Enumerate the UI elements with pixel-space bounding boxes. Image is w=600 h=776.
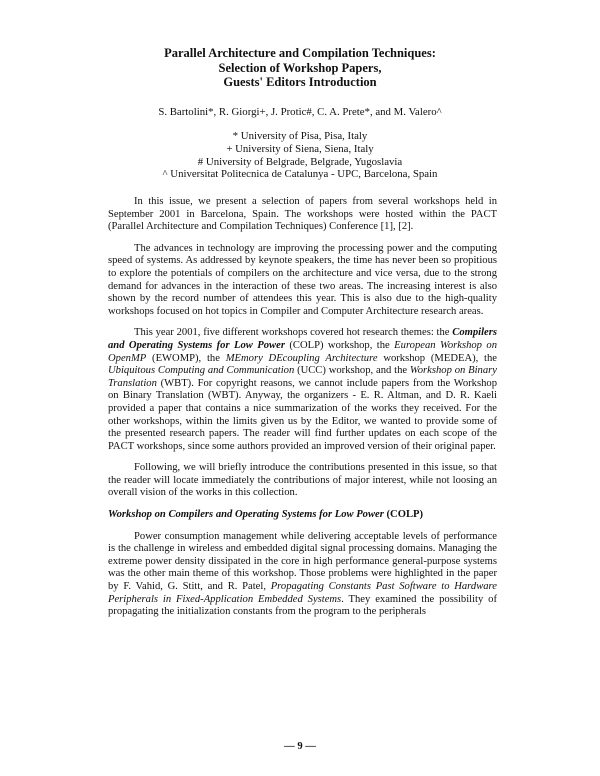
workshop-name-ucc: Ubiquitous Computing and Communication: [108, 365, 295, 377]
paper-title: [0, 46, 600, 90]
paragraph-power: Power consumption management while delivering acceptable levels of performance is the challenge in wireless and embedded digital signal processing domains. Managing the extreme power density dissipated in the core in high performance general-purpose systems was the other main theme of this workshop. Those problems were highlighted in the paper by F. Vahid, G. Stitt, and R. Patel, Propagating Constants Past Software to Hardware Peripherals in Fixed-Application Embedded Systems. They examined the possibility of propagating the initialization constants from the program to the peripherals: [108, 530, 497, 618]
page-number: — 9 —: [284, 741, 316, 752]
title-line-3: Guests' Editors Introduction: [223, 75, 377, 89]
paper-title-reference: Propagating Constants Past Software to Hardware Peripherals in Fixed-Application Embedded Systems: [108, 581, 497, 605]
affiliation-belgrade: # University of Belgrade, Belgrade, Yugoslavia: [197, 155, 403, 168]
workshop-name-ewomp: European Workshop on OpenMP: [108, 339, 497, 364]
section-heading-colp: Workshop on Compilers and Operating Systems for Low Power (COLP): [108, 509, 424, 521]
paragraph-workshops: This year 2001, five different workshops covered hot research themes: the Compilers and Operating Systems for Low Power (COLP) workshop, the European Workshop on OpenMP (EWOMP), the MEmory DEcoupling Architecture workshop (MEDEA), the Ubiquitous Computing and Communication (UCC) workshop, and the Workshop on Binary Translation (WBT). For copyright reasons, we cannot include papers from the Workshop on Binary Translation (WBT). Anyway, the organizers - E. R. Altman, and D. R. Kaeli provided a paper that contains a nice summarization of the works they received. For the other workshops, within the limits given us by the Editor, we wanted to provide some of the presented research papers. The reader will find further updates on each scope of the PACT workshops, since some authors provided an improved version of their original paper.: [108, 327, 497, 452]
title-line-1: Parallel Architecture and Compilation Techniques:: [164, 46, 436, 60]
paragraph-intro: In this issue, we present a selection of papers from several workshops held in September 2001 in Barcelona, Spain. The workshops were hosted within the PACT (Parallel Architecture and Compilation Techniques) Conference [1], [2].: [108, 196, 497, 233]
paragraph-technology: The advances in technology are improving the processing power and the computing speed of systems. As addressed by keynote speakers, the time has never been so propitious to explore the potentials of compilers on the architecture and vice versa, due to the strong demand for advances in the interaction of these two areas. The increasing interest is also shown by the record number of attendees this year. This is also due to the high-quality workshops focused on hot topics in Compiler and Computer Architecture research areas.: [108, 242, 497, 317]
paragraph-following: Following, we will briefly introduce the contributions presented in this issue, so that the reader will locate immediately the contributions of major interest, while not loosing an overall vision of the works in this collection.: [108, 462, 497, 499]
workshop-name-medea: MEmory DEcoupling Architecture: [225, 352, 378, 364]
title-line-2: Selection of Workshop Papers,: [218, 60, 382, 75]
affiliation-pisa: * University of Pisa, Pisa, Italy: [232, 130, 368, 142]
affiliation-siena: + University of Siena, Siena, Italy: [226, 142, 374, 155]
workshop-name-wbt: Workshop on Binary Translation: [108, 365, 497, 389]
body-text: [108, 196, 497, 628]
workshop-name-colp: Compilers and Operating Systems for Low Power: [108, 327, 497, 351]
section-acronym: (COLP): [386, 509, 424, 521]
affiliation-upc: ^ Universitat Politecnica de Catalunya - UPC, Barcelona, Spain: [162, 168, 438, 181]
author-list: S. Bartolini*, R. Giorgi+, J. Protic#, C. A. Prete*, and M. Valero^: [158, 106, 442, 118]
affiliation-list: [0, 130, 600, 181]
